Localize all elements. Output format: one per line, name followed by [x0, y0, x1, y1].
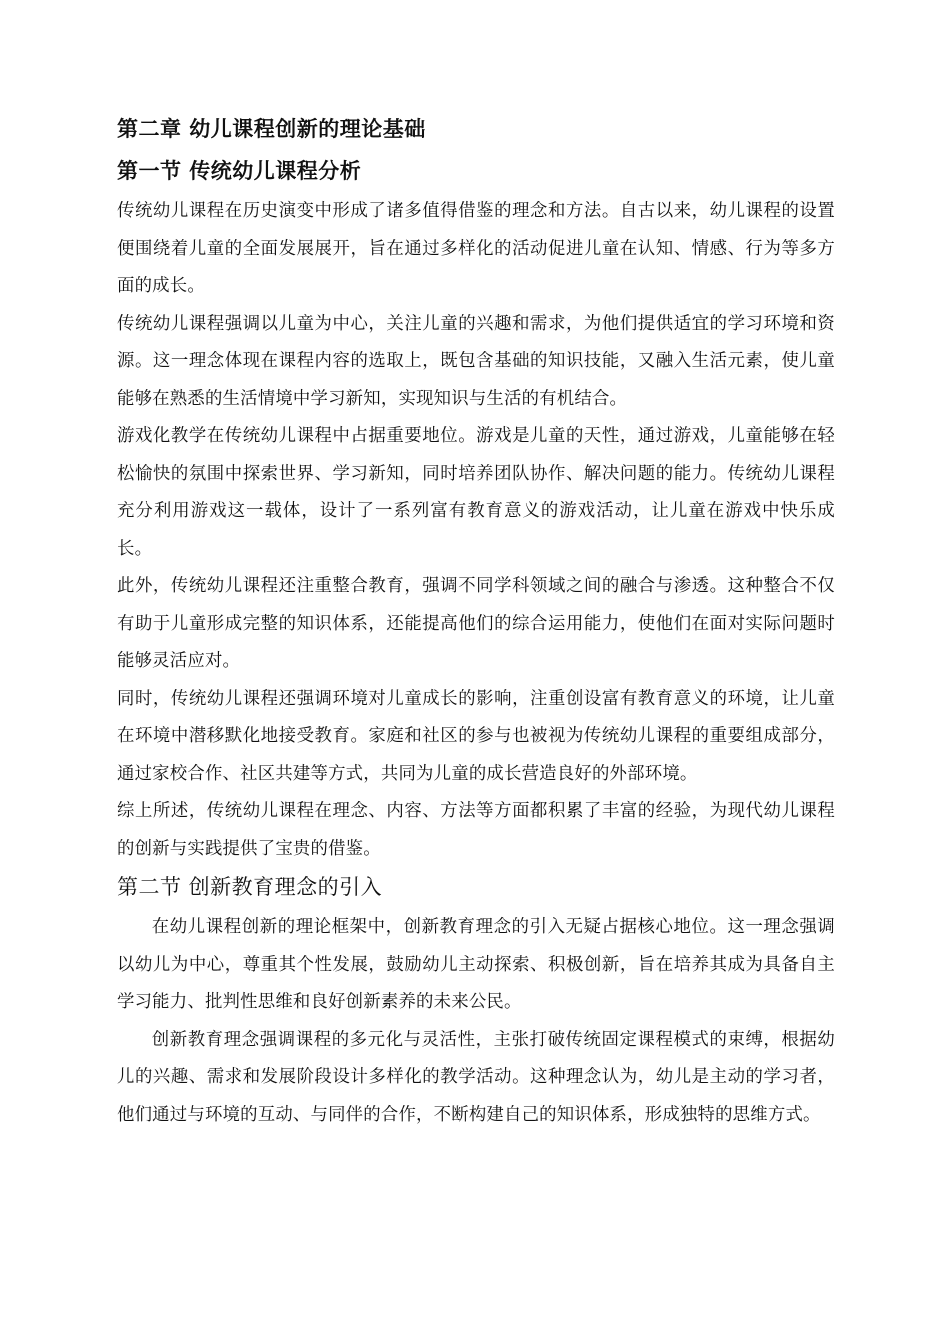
paragraph: 在幼儿课程创新的理论框架中，创新教育理念的引入无疑占据核心地位。这一理念强调以幼儿为中心，尊重其个性发展，鼓励幼儿主动探索、积极创新，旨在培养其成为具备自主学习能力、批判性思维和良好创新素养的未来公民。 — [117, 917, 835, 1012]
paragraph: 创新教育理念强调课程的多元化与灵活性，主张打破传统固定课程模式的束缚，根据幼儿的兴趣、需求和发展阶段设计多样化的教学活动。这种理念认为，幼儿是主动的学习者，他们通过与环境的互动、与同伴的合作，不断构建自己的知识体系，形成独特的思维方式。 — [117, 1029, 835, 1125]
document-page — [117, 106, 835, 1134]
paragraph: 此外，传统幼儿课程还注重整合教育，强调不同学科领域之间的融合与渗透。这种整合不仅有助于儿童形成完整的知识体系，还能提高他们的综合运用能力，使他们在面对实际问题时能够灵活应对。 — [117, 576, 835, 671]
section-2-title: 第二节 创新教育理念的引入 — [117, 875, 383, 899]
chapter-title: 第二章 幼儿课程创新的理论基础 — [117, 117, 426, 141]
paragraph: 传统幼儿课程强调以儿童为中心，关注儿童的兴趣和需求，为他们提供适宜的学习环境和资源。这一理念体现在课程内容的选取上，既包含基础的知识技能，又融入生活元素，使儿童能够在熟悉的生活情境中学习新知，实现知识与生活的有机结合。 — [117, 313, 835, 409]
paragraph: 传统幼儿课程在历史演变中形成了诸多值得借鉴的理念和方法。自古以来，幼儿课程的设置便围绕着儿童的全面发展展开，旨在通过多样化的活动促进儿童在认知、情感、行为等多方面的成长。 — [117, 201, 835, 296]
paragraph: 同时，传统幼儿课程还强调环境对儿童成长的影响，注重创设富有教育意义的环境，让儿童在环境中潜移默化地接受教育。家庭和社区的参与也被视为传统幼儿课程的重要组成部分，通过家校合作、社区共建等方式，共同为儿童的成长营造良好的外部环境。 — [117, 688, 835, 784]
section-1-title: 第一节 传统幼儿课程分析 — [117, 159, 362, 183]
paragraph: 综上所述，传统幼儿课程在理念、内容、方法等方面都积累了丰富的经验，为现代幼儿课程的创新与实践提供了宝贵的借鉴。 — [117, 801, 835, 859]
paragraph: 游戏化教学在传统幼儿课程中占据重要地位。游戏是儿童的天性，通过游戏，儿童能够在轻松愉快的氛围中探索世界、学习新知，同时培养团队协作、解决问题的能力。传统幼儿课程充分利用游戏这一载体，设计了一系列富有教育意义的游戏活动，让儿童在游戏中快乐成长。 — [117, 426, 835, 559]
